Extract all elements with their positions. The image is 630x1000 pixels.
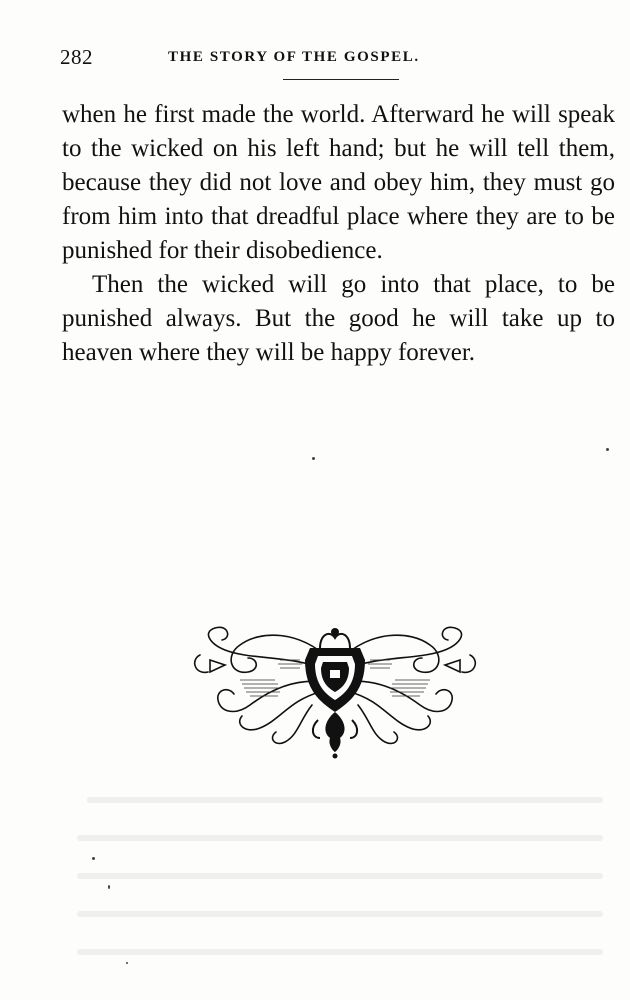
page-number: 282 (60, 45, 93, 69)
header-rule (283, 79, 399, 80)
running-title: THE STORY OF THE GOSPEL. (168, 49, 420, 65)
paragraph-2: Then the wicked will go into that place, to be punished always. But the good he will take up to heaven where they will be happy forever. (62, 271, 615, 366)
ink-speck (606, 448, 609, 451)
page-header (60, 45, 610, 75)
floral-tailpiece-ornament-icon (180, 620, 490, 760)
show-through-texture (60, 770, 620, 970)
body-text (62, 98, 615, 370)
ink-speck (312, 457, 315, 460)
paragraph-1: when he first made the world. Afterward he will speak to the wicked on his left hand; but he will tell them, because they did not love and obey him, they must go from him into that dreadful place where they are to be punished for their disobedience. (62, 101, 615, 264)
